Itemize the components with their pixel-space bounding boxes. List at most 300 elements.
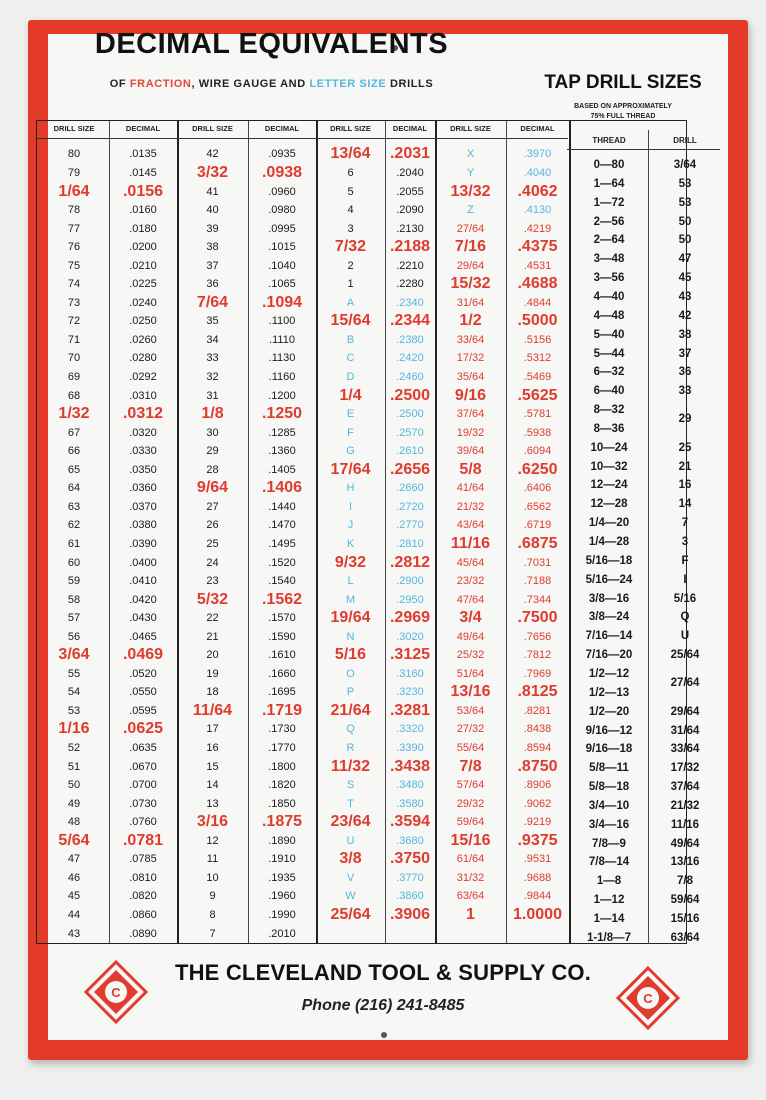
- drill-size-cell: 65: [67, 463, 81, 476]
- decimal-cell: .3680: [396, 834, 424, 847]
- tap-drill-cell: 42: [678, 309, 692, 322]
- drill-size-cell: 25/64: [330, 905, 371, 923]
- decimal-cell: .1160: [268, 371, 296, 383]
- decimal-cell: .0330: [129, 445, 157, 458]
- drill-size-cell: M: [345, 593, 356, 606]
- tap-thread-cell: 10—32: [590, 460, 628, 473]
- tap-thread-cell: 3/8—16: [588, 592, 630, 605]
- tap-thread-cell: 7/8—14: [588, 856, 630, 869]
- decimal-cell: .0370: [129, 500, 157, 513]
- drill-size-cell: O: [346, 667, 355, 680]
- drill-size-cell: 47/64: [456, 593, 485, 606]
- decimal-cell: .3770: [396, 871, 424, 884]
- tap-thread-cell: 3/8—24: [588, 611, 630, 624]
- decimal-cell: .0135: [129, 148, 157, 161]
- decimal-cell: .0145: [129, 166, 157, 179]
- decimal-cell: .0180: [129, 222, 157, 235]
- decimal-cell: .0260: [129, 333, 157, 346]
- decimal-cell: .1730: [268, 723, 296, 736]
- decimal-cell: .2130: [396, 222, 424, 235]
- drill-size-cell: V: [346, 871, 355, 884]
- drill-size-cell: 17: [206, 723, 219, 736]
- tap-thread-cell: 1/2—20: [588, 705, 630, 718]
- drill-size-cell: 40: [206, 204, 219, 217]
- decimal-cell: .1875: [261, 813, 303, 831]
- drill-size-cell: 25: [206, 537, 219, 550]
- drill-size-cell: 12: [206, 834, 219, 847]
- decimal-cell: .0390: [129, 537, 157, 550]
- decimal-cell: .6719: [523, 519, 552, 532]
- drill-size-cell: 66: [67, 445, 81, 458]
- drill-size-cell: 46: [67, 871, 81, 884]
- decimal-cell: .1610: [268, 649, 296, 662]
- decimal-cell: .1130: [268, 352, 296, 365]
- decimal-cell: .3860: [396, 890, 424, 903]
- tap-thread-cell: 7/16—14: [585, 630, 633, 643]
- decimal-cell: .1910: [268, 853, 296, 866]
- drill-size-cell: 26: [206, 519, 219, 532]
- drill-size-cell: T: [347, 797, 354, 810]
- drill-size-cell: 1/4: [339, 386, 362, 404]
- tap-thread-cell: 3/4—16: [588, 818, 630, 831]
- tap-thread-cell: 7/8—9: [592, 837, 626, 850]
- drill-size-cell: 43/64: [456, 519, 485, 532]
- drill-size-cell: 57: [67, 612, 81, 625]
- decimal-cell: .4531: [523, 259, 552, 272]
- table-header-rule: [37, 138, 568, 139]
- decimal-cell: .1800: [268, 760, 296, 773]
- mount-hole-bottom: [381, 1032, 387, 1038]
- drill-size-cell: 31/32: [456, 871, 485, 884]
- decimal-cell: .0960: [268, 185, 296, 198]
- drill-size-cell: 9/16: [454, 386, 487, 404]
- drill-size-cell: 5/64: [58, 831, 90, 849]
- drill-size-cell: N: [346, 630, 355, 643]
- decimal-cell: 1.0000: [513, 905, 562, 923]
- decimal-cell: .1820: [268, 779, 296, 792]
- drill-size-cell: 55/64: [456, 742, 485, 754]
- drill-size-cell: 75: [67, 259, 81, 272]
- decimal-cell: .1719: [261, 701, 303, 719]
- drill-size-cell: 27: [206, 500, 219, 513]
- drill-size-cell: 34: [206, 333, 219, 346]
- drill-size-cell: 27/64: [456, 222, 485, 235]
- tap-drill-cell: 37: [678, 347, 692, 360]
- drill-size-cell: 77: [67, 222, 81, 235]
- drill-size-cell: 9/32: [334, 553, 367, 571]
- decimal-cell: .3125: [389, 646, 431, 664]
- decimal-cell: .8125: [517, 683, 558, 701]
- tap-thread-cell: 10—24: [590, 441, 628, 454]
- column-header-decimal: DECIMAL: [264, 124, 300, 133]
- tap-thread-cell: 2—64: [593, 234, 625, 247]
- drill-size-cell: 25/32: [456, 649, 485, 662]
- drill-size-cell: 74: [67, 278, 81, 291]
- drill-size-cell: X: [466, 148, 475, 161]
- decimal-cell: .2500: [396, 408, 424, 421]
- tap-drill-cell: 15/16: [670, 913, 700, 925]
- drill-size-cell: 11/64: [192, 701, 233, 719]
- decimal-cell: .3970: [523, 148, 552, 161]
- decimal-cell: .3580: [396, 797, 424, 810]
- tap-drill-cell: 17/32: [670, 762, 700, 775]
- drill-size-cell: E: [346, 408, 355, 421]
- tap-drill-cell: 21/32: [670, 799, 700, 812]
- drill-size-cell: 45/64: [456, 556, 485, 569]
- decimal-cell: .2810: [396, 537, 424, 550]
- decimal-cell: .2570: [396, 426, 424, 439]
- drill-size-cell: 13/32: [450, 182, 491, 200]
- tap-thread-cell: 1—14: [593, 913, 625, 925]
- tap-thread-cell: 9/16—18: [585, 743, 633, 756]
- column-header-decimal: DECIMAL: [520, 124, 555, 133]
- tap-thread-cell: 1/2—12: [588, 667, 630, 680]
- decimal-cell: .0380: [129, 519, 157, 532]
- decimal-cell: .1590: [268, 630, 296, 643]
- company-phone: Phone (216) 241-8485: [301, 997, 465, 1014]
- decimal-cell: .0160: [129, 204, 157, 217]
- decimal-cell: .9219: [523, 816, 552, 829]
- drill-size-cell: 2: [347, 259, 354, 272]
- decimal-cell: .2040: [396, 166, 424, 179]
- decimal-cell: .1990: [268, 908, 296, 921]
- drill-size-cell: 37: [206, 259, 219, 272]
- tap-drill-cell: 53: [678, 196, 692, 209]
- tap-drill-cell: 49/64: [670, 837, 700, 850]
- drill-size-cell: 31/64: [456, 296, 485, 309]
- tap-drill-cell: F: [681, 554, 689, 567]
- drill-size-cell: 4: [347, 204, 354, 217]
- drill-size-cell: 29/64: [456, 259, 485, 272]
- decimal-cell: .3906: [389, 905, 431, 923]
- drill-size-cell: 11/16: [450, 534, 491, 552]
- drill-size-cell: 5/32: [196, 590, 229, 608]
- drill-size-cell: A: [346, 296, 355, 309]
- decimal-cell: .3390: [396, 742, 424, 754]
- decimal-cell: .0410: [129, 575, 157, 588]
- drill-size-cell: F: [347, 426, 354, 439]
- decimal-cell: .2340: [396, 296, 424, 309]
- tap-drill-cell: 25/64: [670, 649, 700, 662]
- tap-drill-cell: 27/64: [670, 677, 700, 690]
- decimal-cell: .5312: [523, 352, 552, 365]
- decimal-cell: .4040: [523, 166, 552, 179]
- drill-size-cell: 30: [206, 426, 219, 439]
- tap-thread-cell: 8—36: [593, 422, 625, 435]
- decimal-cell: .4130: [523, 204, 552, 217]
- decimal-cell: .0280: [129, 352, 157, 365]
- tap-drill-cell: 16: [678, 479, 692, 492]
- drill-size-cell: P: [346, 686, 355, 699]
- tap-drill-cell: 31/64: [670, 724, 700, 737]
- tap-thread-cell: 6—40: [593, 385, 625, 398]
- company-logo-left: [84, 960, 148, 1024]
- tap-header-thread: THREAD: [592, 136, 626, 145]
- drill-size-cell: 17/32: [456, 352, 485, 365]
- tap-title: TAP DRILL SIZES: [544, 72, 702, 93]
- tap-thread-cell: 5—44: [593, 347, 625, 360]
- decimal-cell: .0938: [261, 163, 303, 181]
- decimal-cell: .1405: [268, 463, 296, 476]
- decimal-cell: .6250: [517, 460, 558, 478]
- decimal-cell: .1065: [268, 278, 296, 291]
- drill-size-cell: 7/64: [196, 293, 229, 311]
- drill-size-cell: 69: [67, 371, 81, 383]
- drill-size-cell: 15: [206, 760, 219, 773]
- decimal-cell: .0420: [129, 593, 157, 606]
- decimal-cell: .4688: [517, 275, 558, 293]
- decimal-cell: .7656: [523, 630, 552, 643]
- decimal-cell: .0700: [129, 779, 157, 792]
- decimal-cell: .2188: [389, 238, 431, 256]
- decimal-cell: .7812: [523, 649, 552, 662]
- drill-size-cell: 21/64: [330, 701, 371, 719]
- drill-size-cell: 9: [209, 890, 216, 903]
- decimal-cell: .9688: [523, 871, 552, 884]
- tap-thread-cell: 0—80: [593, 159, 625, 171]
- drill-size-cell: 11: [206, 853, 219, 866]
- decimal-cell: .0310: [129, 389, 157, 402]
- decimal-cell: .5625: [517, 386, 558, 404]
- drill-size-cell: H: [346, 482, 355, 495]
- tap-thread-cell: 7/16—20: [585, 649, 633, 662]
- drill-size-cell: 29/32: [456, 797, 485, 810]
- drill-size-cell: 17/64: [330, 460, 371, 478]
- tap-thread-cell: 1—64: [593, 177, 625, 190]
- decimal-cell: .0820: [129, 890, 157, 903]
- decimal-cell: .8281: [523, 704, 552, 717]
- decimal-cell: .2055: [396, 185, 424, 198]
- decimal-cell: .0225: [129, 278, 157, 291]
- decimal-cell: .2656: [389, 460, 431, 478]
- drill-size-cell: 47: [67, 853, 81, 866]
- drill-size-cell: 1: [466, 905, 475, 923]
- drill-size-cell: 1/8: [201, 405, 224, 423]
- drill-size-cell: 5/16: [334, 646, 367, 664]
- drill-size-cell: 63/64: [456, 890, 485, 903]
- drill-size-cell: 32: [206, 371, 219, 383]
- decimal-cell: .4375: [517, 238, 558, 256]
- decimal-cell: .0935: [268, 148, 296, 161]
- drill-size-cell: 57/64: [456, 779, 485, 792]
- decimal-cell: .1660: [268, 667, 296, 680]
- drill-size-cell: 3/8: [339, 850, 362, 868]
- drill-size-cell: 54: [67, 686, 81, 699]
- decimal-cell: .4219: [523, 222, 552, 235]
- decimal-cell: .1850: [268, 797, 296, 810]
- decimal-cell: .0292: [129, 371, 157, 383]
- drill-size-cell: 49/64: [456, 630, 485, 643]
- drill-size-cell: 1/64: [58, 182, 90, 200]
- drill-size-cell: Y: [466, 166, 475, 179]
- tap-drill-cell: 29: [678, 413, 692, 426]
- decimal-cell: .0320: [129, 426, 157, 439]
- decimal-cell: .3480: [396, 779, 424, 792]
- decimal-cell: .0781: [122, 831, 164, 849]
- decimal-cell: .3594: [389, 813, 431, 831]
- tap-note-1: BASED ON APPROXIMATELY: [574, 103, 672, 110]
- drill-size-cell: 41/64: [456, 482, 485, 495]
- decimal-cell: .2660: [396, 482, 424, 495]
- decimal-cell: .9062: [523, 797, 552, 810]
- subtitle-of: OF: [109, 78, 130, 90]
- decimal-cell: .0635: [129, 742, 157, 754]
- drill-size-cell: 35/64: [456, 371, 485, 383]
- column-header-drill-size: DRILL SIZE: [53, 124, 95, 133]
- decimal-cell: .5469: [523, 371, 552, 383]
- tap-drill-cell: 11/16: [670, 818, 700, 831]
- drill-size-cell: D: [346, 371, 355, 383]
- tap-thread-cell: 12—28: [590, 498, 628, 511]
- tap-thread-cell: 9/16—12: [585, 724, 633, 737]
- drill-size-cell: 61/64: [456, 853, 485, 866]
- decimal-cell: .3438: [389, 757, 431, 775]
- tap-thread-cell: 1/4—20: [588, 517, 630, 530]
- decimal-cell: .5781: [523, 408, 552, 421]
- tap-drill-cell: 33: [678, 385, 692, 398]
- drill-size-cell: 39/64: [456, 445, 485, 458]
- drill-size-cell: 1/16: [58, 720, 90, 738]
- drill-size-cell: 14: [206, 779, 219, 792]
- tap-thread-cell: 1—8: [596, 875, 622, 888]
- drill-size-cell: 39: [206, 222, 219, 235]
- tap-drill-cell: 45: [678, 272, 692, 285]
- drill-size-cell: 5/8: [459, 460, 482, 478]
- decimal-cell: .7188: [523, 575, 552, 588]
- decimal-cell: .2031: [389, 145, 431, 163]
- decimal-cell: .9531: [523, 853, 552, 866]
- tap-drill-cell: 38: [678, 328, 692, 341]
- decimal-cell: .7344: [523, 593, 552, 606]
- drill-size-cell: 7/32: [334, 238, 367, 256]
- tap-note-2: 75% FULL THREAD: [590, 113, 656, 120]
- tap-thread-cell: 4—40: [593, 290, 625, 303]
- drill-size-cell: 48: [67, 816, 81, 829]
- decimal-cell: .8750: [517, 757, 558, 775]
- drill-size-cell: 18: [206, 686, 219, 699]
- drill-size-cell: 78: [67, 204, 81, 217]
- drill-size-cell: 70: [67, 352, 81, 365]
- tap-thread-cell: 3—56: [593, 272, 625, 285]
- tap-drill-cell: U: [680, 630, 690, 643]
- drill-size-cell: C: [346, 352, 355, 365]
- column-header-drill-size: DRILL SIZE: [192, 124, 233, 133]
- decimal-cell: .2720: [396, 500, 424, 513]
- drill-size-cell: Q: [346, 723, 355, 736]
- page-title: DECIMAL EQUIVALENTS: [94, 28, 449, 60]
- tap-header-rule: [567, 149, 720, 150]
- decimal-cell: .2500: [389, 386, 431, 404]
- decimal-cell: .2010: [268, 927, 296, 940]
- drill-size-cell: I: [348, 500, 353, 513]
- drill-size-cell: Z: [467, 204, 474, 217]
- drill-size-cell: 22: [206, 612, 219, 625]
- drill-size-cell: 73: [67, 296, 81, 309]
- tap-thread-cell: 1-1/8—7: [586, 931, 632, 944]
- decimal-cell: .0250: [129, 315, 157, 328]
- drill-size-cell: 27/32: [456, 723, 485, 736]
- tap-drill-cell: 3: [681, 536, 689, 548]
- decimal-cell: .5000: [517, 312, 558, 330]
- tap-drill-cell: 7: [681, 517, 689, 530]
- tap-drill-cell: Q: [680, 611, 690, 624]
- decimal-cell: .1540: [268, 575, 296, 588]
- tap-thread-cell: 6—32: [593, 366, 625, 379]
- tap-drill-cell: 63/64: [670, 931, 700, 944]
- decimal-cell: .0350: [129, 463, 157, 476]
- drill-size-cell: 23/32: [456, 575, 485, 588]
- drill-size-cell: K: [346, 537, 355, 550]
- decimal-cell: .0595: [129, 704, 157, 717]
- tap-drill-cell: I: [683, 573, 687, 586]
- decimal-cell: .2210: [396, 259, 424, 272]
- tap-thread-cell: 5/8—18: [588, 781, 630, 794]
- decimal-cell: .0520: [129, 667, 157, 680]
- drill-size-cell: 51: [67, 760, 81, 773]
- decimal-cell: .3020: [396, 630, 424, 643]
- decimal-cell: .0995: [268, 222, 296, 235]
- tap-thread-cell: 5/8—11: [589, 762, 629, 775]
- tap-thread-cell: 2—56: [593, 215, 625, 228]
- decimal-cell: .1935: [268, 871, 296, 884]
- drill-size-cell: 63: [67, 500, 81, 513]
- decimal-cell: .2280: [396, 278, 424, 291]
- drill-size-cell: 21: [206, 630, 219, 643]
- decimal-cell: .2090: [396, 204, 424, 217]
- drill-size-cell: 50: [67, 779, 81, 792]
- decimal-cell: .6562: [523, 500, 552, 513]
- drill-size-cell: 38: [206, 241, 219, 254]
- decimal-cell: .1440: [268, 500, 296, 513]
- decimal-cell: .0312: [122, 405, 164, 423]
- tap-drill-cell: 50: [678, 234, 692, 247]
- drill-size-cell: 36: [206, 278, 219, 291]
- logo-letter-right: C: [643, 991, 653, 1006]
- drill-size-cell: 3/16: [196, 813, 229, 831]
- drill-size-cell: 13/16: [450, 683, 491, 701]
- drill-size-cell: W: [345, 890, 356, 903]
- drill-size-cell: 23: [206, 575, 219, 588]
- drill-size-cell: 19: [206, 667, 219, 680]
- drill-size-cell: 16: [206, 742, 219, 754]
- decimal-cell: .5938: [523, 426, 552, 439]
- tap-drill-cell: 33/64: [670, 743, 700, 756]
- drill-size-cell: 31: [206, 389, 219, 402]
- tap-thread-cell: 3—48: [593, 253, 625, 266]
- drill-size-cell: 7/8: [459, 757, 482, 775]
- column-header-drill-size: DRILL SIZE: [450, 124, 491, 133]
- decimal-cell: .6094: [523, 445, 552, 458]
- drill-size-cell: 19/64: [330, 609, 371, 627]
- drill-size-cell: 45: [67, 890, 81, 903]
- decimal-cell: .1960: [268, 890, 296, 903]
- decimal-cell: .3230: [396, 686, 424, 699]
- drill-size-cell: 53/64: [456, 704, 485, 717]
- decimal-cell: .1015: [268, 241, 296, 254]
- drill-size-cell: 80: [67, 148, 81, 161]
- tap-drill-cell: 29/64: [670, 705, 700, 718]
- drill-size-cell: 20: [206, 649, 219, 662]
- drill-size-cell: 41: [206, 185, 219, 198]
- tap-thread-cell: 1/2—13: [588, 686, 630, 699]
- drill-size-cell: 24: [206, 556, 219, 569]
- decimal-cell: .0810: [129, 871, 157, 884]
- decimal-cell: .2420: [396, 352, 424, 365]
- decimal-cell: .1040: [268, 259, 296, 272]
- decimal-cell: .0550: [129, 686, 157, 699]
- drill-size-cell: 37/64: [456, 408, 485, 421]
- decimal-cell: .2610: [396, 445, 424, 458]
